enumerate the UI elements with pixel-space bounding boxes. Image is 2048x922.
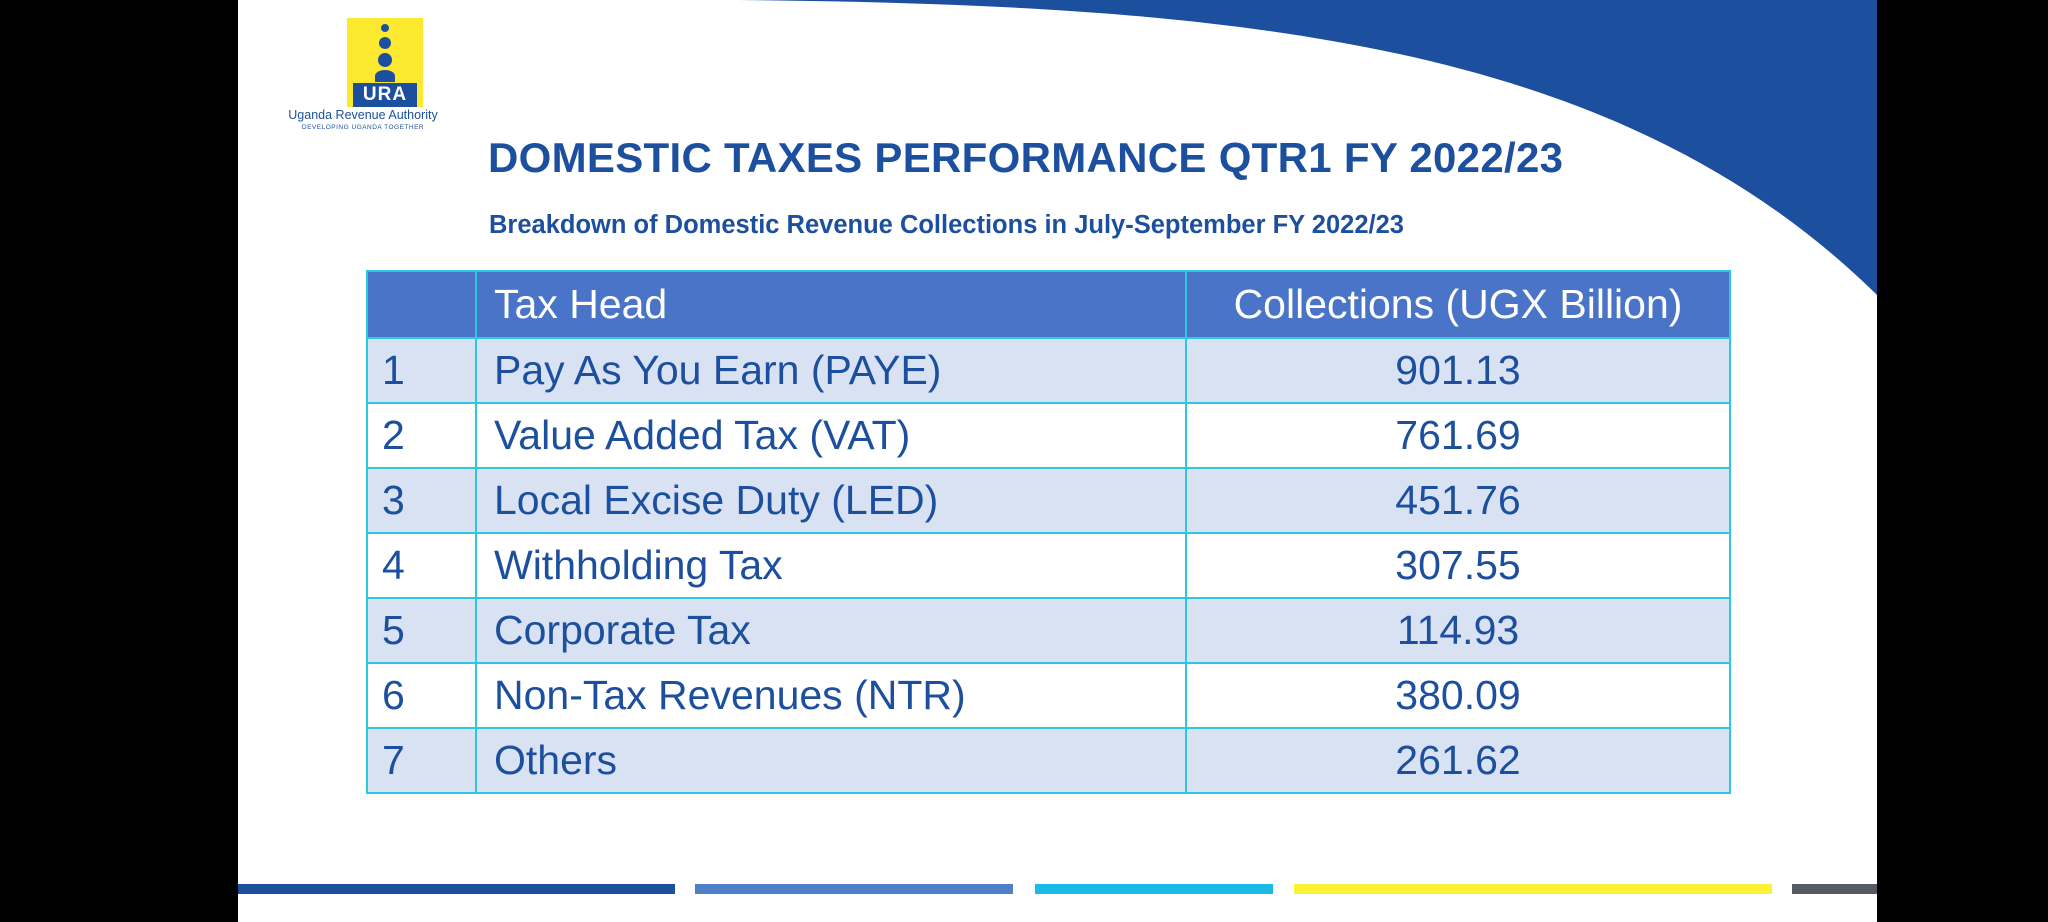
row-tax-head: Withholding Tax xyxy=(476,533,1186,598)
row-number: 6 xyxy=(367,663,476,728)
table-header-row xyxy=(367,271,1730,338)
footer-bar-5 xyxy=(1792,884,1877,894)
logo-abbr: URA xyxy=(353,83,417,107)
row-tax-head: Value Added Tax (VAT) xyxy=(476,403,1186,468)
logo-tagline: DEVELOPING UGANDA TOGETHER xyxy=(301,124,425,131)
row-collection-value: 380.09 xyxy=(1186,663,1730,728)
slide xyxy=(238,0,1877,922)
row-tax-head: Corporate Tax xyxy=(476,598,1186,663)
row-collection-value: 261.62 xyxy=(1186,728,1730,793)
footer-bar-4 xyxy=(1294,884,1772,894)
table-row xyxy=(367,728,1730,793)
table-row xyxy=(367,338,1730,403)
page-title: DOMESTIC TAXES PERFORMANCE QTR1 FY 2022/23 xyxy=(488,134,1564,181)
column-header-tax-head: Tax Head xyxy=(476,271,1186,338)
logo-name: Uganda Revenue Authority xyxy=(288,108,438,122)
tax-collections-table xyxy=(366,270,1731,794)
column-header-collections: Collections (UGX Billion) xyxy=(1186,271,1730,338)
row-collection-value: 901.13 xyxy=(1186,338,1730,403)
row-number: 1 xyxy=(367,338,476,403)
row-collection-value: 307.55 xyxy=(1186,533,1730,598)
ura-logo xyxy=(260,16,466,136)
footer-bar-3 xyxy=(1035,884,1273,894)
table-row xyxy=(367,403,1730,468)
row-collection-value: 114.93 xyxy=(1186,598,1730,663)
column-header-number xyxy=(367,271,476,338)
page-subtitle: Breakdown of Domestic Revenue Collections in July-September FY 2022/23 xyxy=(489,211,1404,239)
row-number: 3 xyxy=(367,468,476,533)
row-number: 2 xyxy=(367,403,476,468)
row-tax-head: Non-Tax Revenues (NTR) xyxy=(476,663,1186,728)
row-tax-head: Others xyxy=(476,728,1186,793)
row-collection-value: 451.76 xyxy=(1186,468,1730,533)
row-number: 5 xyxy=(367,598,476,663)
logo-emblem xyxy=(347,18,423,107)
row-number: 7 xyxy=(367,728,476,793)
table-row xyxy=(367,533,1730,598)
row-number: 4 xyxy=(367,533,476,598)
table-row xyxy=(367,663,1730,728)
row-tax-head: Pay As You Earn (PAYE) xyxy=(476,338,1186,403)
table-row xyxy=(367,598,1730,663)
table-row xyxy=(367,468,1730,533)
footer-bar-1 xyxy=(238,884,675,894)
row-tax-head: Local Excise Duty (LED) xyxy=(476,468,1186,533)
footer-bar-2 xyxy=(695,884,1013,894)
row-collection-value: 761.69 xyxy=(1186,403,1730,468)
